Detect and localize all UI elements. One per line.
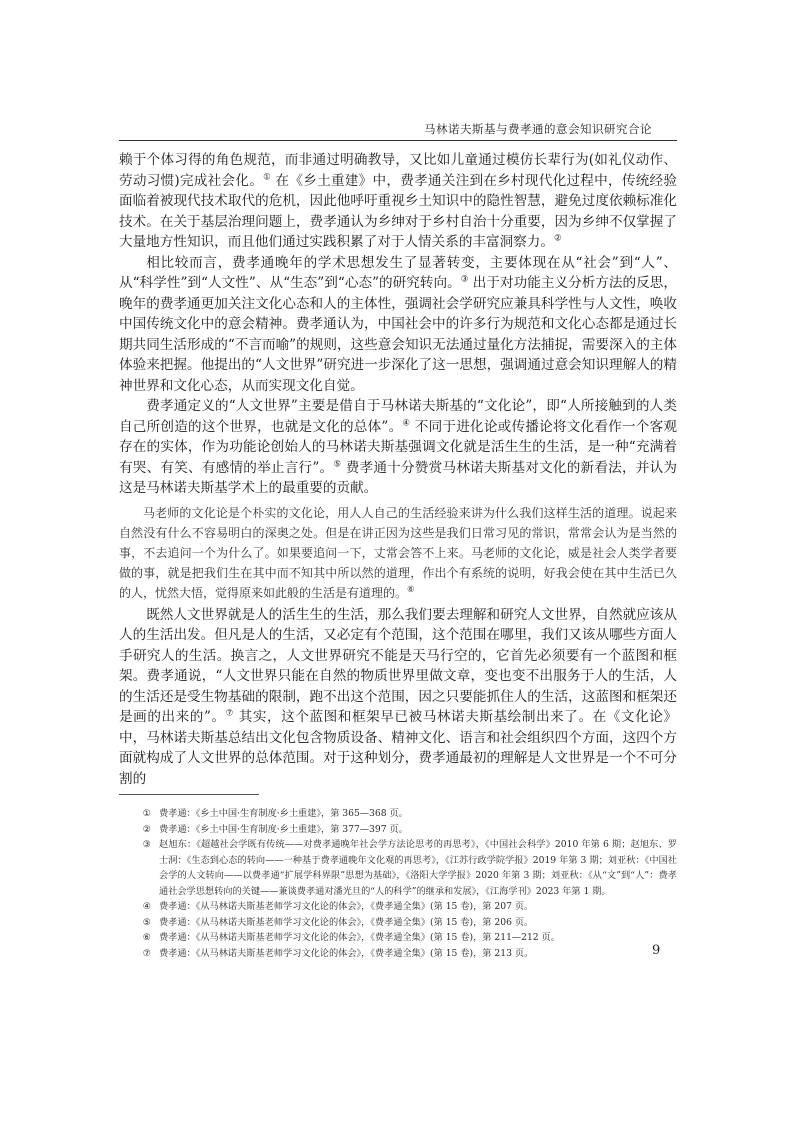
footnote-1 — [119, 806, 677, 822]
footnote-4-number: ④ — [142, 901, 151, 912]
footnote-6-text: 费孝通：《从马林诺夫斯基老师学习文化论的体会》，《费孝通全集》(第 15 卷)，第 211—212 页。 — [159, 932, 560, 943]
footnote-5 — [119, 915, 677, 931]
footnote-2 — [119, 822, 677, 838]
running-title: 马林诺夫斯基与费孝通的意会知识研究合论 — [424, 122, 652, 136]
footnote-2-text: 费孝通：《乡土中国·生育制度·乡土重建》，第 377—397 页。 — [159, 823, 408, 835]
footnote-ref-1[interactable]: ① — [263, 171, 271, 182]
header-rule — [119, 140, 677, 141]
paragraph-3-text-c: 费孝通十分赞赏马林诺夫斯基对文化的新看法，并认为这是马林诺夫斯基学术上的最重要的贡献。 — [119, 459, 677, 496]
block-quote — [119, 503, 677, 603]
footnote-7-text: 费孝通：《从马林诺夫斯基老师学习文化论的体会》，《费孝通全集》(第 15 卷)，第 213 页。 — [159, 947, 534, 959]
footnote-1-number: ① — [142, 808, 151, 819]
block-quote-text: 马老师的文化论是个朴实的文化论，用人人自己的生活经验来讲为什么我们这样生活的道理。说起来自然没有什么不容易明白的深奥之处。但是在讲正因为这些是我们日常习见的常识，常常会认为是当然的事，不去追问一个为什么了。如果要追问一下，丈常会答不上来。马老师的文化论，威是社会人类学者要做的事，就是把我们生在其中而不知其中所以然的道理，作出个有系统的说明，好我会使在其中生活已久的人，忧然大悟，觉得原来如此般的生活是有道理的。 — [119, 505, 677, 600]
footnote-ref-6[interactable]: ⑥ — [407, 584, 415, 595]
footnote-3-text: 赵旭东：《超越社会学既有传统——对费孝通晚年社会学方法论思考的再思考》，《中国社会科学》2010 年第 6 期；赵旭东、罗士泂：《生态到心态的转向——一种基于费孝通晚年文化观的再思考》，《江苏行政学院学报》2019 年第 3 期；刘亚秋：《中国社会学的人文转向——以费孝通“扩展学科界限”思想为基础》，《洛阳大学学报》2020 年第 3 期；刘亚秋：《从“文”到“人”：费孝通社会学思想转向的关键——兼谈费孝通对潘光旦的“人的科学”的继承和发展》，《江海学刊》2023 年第 1 期。 — [159, 839, 677, 897]
paragraph-4-text-b: 其实，这个蓝图和框架早已被马林诺夫斯基绘制出来了。在《文化论》中，马林诺夫斯基总结出文化包含物质设备、精神文化、语言和社会组织四个方面，这四个方面就构成了人文世界的总体范围。对于这种划分，费孝通最初的理解是人文世界是一个不可分割的 — [119, 709, 677, 787]
footnotes — [119, 806, 677, 961]
footnote-5-text: 费孝通：《从马林诺夫斯基老师学习文化论的体会》，《费孝通全集》(第 15 卷)，第 206 页。 — [159, 916, 534, 928]
footnote-ref-2[interactable]: ② — [554, 233, 562, 244]
footnote-6 — [119, 930, 677, 946]
footnote-7-number: ⑦ — [142, 947, 151, 959]
paragraph-2-text-b: 出于对功能主义分析方法的反思，晚年的费孝通更加关注文化心态和人的主体性，强调社会学研究应兼具科学性与人文性，唤收中国传统文化中的意会精神。费孝通认为，中国社会中的许多行为规范和文化心态都是通过长期共同生活形成的“不言而喻”的规则，这些意会知识无法通过量化方法捕捉，需要深入的主体体验来把握。他提出的“人文世界”研究进一步深化了这一思想，强调通过意会知识理解人的精神世界和文化心态，从而实现文化自觉。 — [119, 275, 677, 394]
main-text — [119, 150, 677, 789]
footnote-ref-7[interactable]: ⑦ — [225, 708, 234, 719]
paragraph-3 — [119, 396, 677, 499]
footnote-4-text: 费孝通：《从马林诺夫斯基老师学习文化论的体会》，《费孝通全集》(第 15 卷)，第 207 页。 — [159, 901, 534, 912]
paragraph-1-text-a: 赖于个体习得的角色规范，而非通过明确教导，又比如儿童通过模仿长辈行为(如礼仪动作、劳动习惯)完成社会化。 — [119, 152, 677, 189]
paragraph-4-text-a: 既然人文世界就是人的活生生的生活，那么我们要去理解和研究人文世界，自然就应该从人的生活出发。但凡是人的生活，又必定有个范围，这个范围在哪里，我们又该从哪些方面人手研究人的生活。换言之，人文世界研究不能是天马行空的，它首先必须要有一个蓝图和框架。费孝通说，“人文世界只能在自然的物质世界里做文章，变也变不出服务于人的生活，人的生活还是受生物基础的限制，跑不出这个范围，因之只要能抓住人的生活，这蓝图和框架还是画的出来的”。 — [119, 606, 677, 725]
footnote-ref-3[interactable]: ③ — [460, 274, 469, 285]
footnote-7 — [119, 946, 677, 962]
footnote-5-number: ⑤ — [142, 916, 151, 928]
page-number: 9 — [652, 943, 661, 958]
paragraph-2-text-a: 相比较而言，费孝通晚年的学术思想发生了显著转变，主要体现在从“社会”到“人”、从“科学性”到“人文性”、从“生态”到“心态”的研究转向。 — [119, 254, 677, 291]
paragraph-2 — [119, 253, 677, 397]
paragraph-3-text-a: 费孝通定义的“人文世界”主要是借自于马林诺夫斯基的“文化论”，即“人所接触到的人类自己所创造的这个世界，也就是文化的总体”。 — [119, 398, 677, 435]
footnote-3 — [119, 837, 677, 899]
paragraph-1-text-b: 在《乡土重建》中，费孝通关注到在乡村现代化过程中，传统经验面临着被现代技术取代的危机，因此他呼吁重视乡土知识中的隐性智慧，避免过度依赖标准化技术。在关于基层治理问题上，费孝通认为乡绅对于乡村自治十分重要，因为乡绅不仅掌握了大量地方性知识，而且他们通过实践积累了对于人情关系的丰富洞察力。 — [119, 172, 677, 250]
footnote-6-number: ⑥ — [142, 932, 151, 943]
footnote-1-text: 费孝通：《乡土中国·生育制度·乡土重建》，第 365—368 页。 — [159, 808, 408, 819]
paragraph-4 — [119, 605, 677, 790]
paragraph-3-text-b: 不同于进化论或传播论将文化看作一个客观存在的实体，作为功能论创始人的马林诺夫斯基强调文化就是活生生的生活，是一种“充满着有哭、有笑、有感情的举止言行”。 — [119, 418, 677, 476]
footnote-ref-5[interactable]: ⑤ — [333, 458, 342, 469]
footnote-ref-4[interactable]: ④ — [402, 417, 411, 428]
footnote-rule — [119, 794, 259, 795]
footnote-2-number: ② — [142, 823, 151, 835]
paragraph-1 — [119, 150, 677, 253]
footnote-4 — [119, 899, 677, 915]
footnote-3-number: ③ — [142, 839, 151, 850]
